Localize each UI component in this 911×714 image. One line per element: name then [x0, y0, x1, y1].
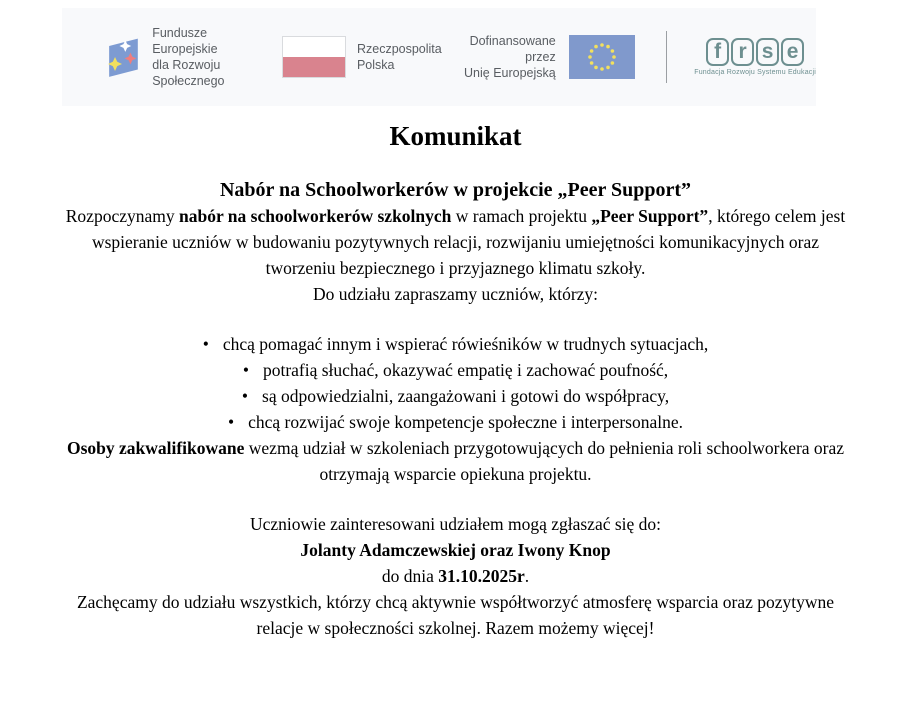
fe-label-line2: dla Rozwoju Społecznego — [152, 58, 225, 88]
frse-letter-r: r — [731, 38, 754, 66]
fe-label-line1: Fundusze Europejskie — [152, 26, 218, 56]
eu-funding-logo-band — [62, 8, 816, 106]
eu-cofunding-label — [454, 33, 556, 81]
invitation-line: Do udziału zapraszamy uczniów, którzy: — [312, 284, 599, 304]
list-item-text: chcą rozwijać swoje kompetencje społeczne i interpersonalne. — [248, 412, 684, 432]
fundusze-europejskie-label — [152, 25, 258, 89]
eu-cofunding-logo — [454, 33, 635, 81]
rzeczpospolita-polska-label — [357, 41, 442, 73]
frse-letter-s: s — [756, 38, 779, 66]
list-item — [56, 331, 856, 357]
frse-letterboxes — [694, 38, 816, 66]
list-item-text: potrafią słuchać, okazywać empatię i zachować poufność, — [262, 360, 669, 380]
bullet-dot-icon: • — [202, 334, 209, 354]
list-item — [56, 357, 856, 383]
frse-letter-f: f — [706, 38, 729, 66]
list-item — [56, 383, 856, 409]
list-item-text: są odpowiedzialni, zaangażowani i gotowi do współpracy, — [262, 386, 670, 406]
closing-paragraph: Zachęcamy do udziału wszystkich, którzy chcą aktywnie współtworzyć atmosferę wsparcia oraz pozytywne relacje w społeczności szkolnej. Razem możemy więcej! — [76, 592, 835, 638]
intro-paragraph: Rozpoczynamy nabór na schoolworkerów szkolnych w ramach projektu „Peer Support”, którego celem jest wspieranie uczniów w budowaniu pozytywnych relacji, rozwijaniu umiejętności komunikacyjnych oraz tworzeniu bezpiecznego i przyjaznego klimatu szkoły. — [65, 206, 846, 278]
deadline-line: do dnia 31.10.2025r. — [381, 566, 530, 586]
frse-caption: Fundacja Rozwoju Systemu Edukacji — [694, 69, 816, 76]
eu-label-line2: Unię Europejską — [464, 66, 556, 80]
announcement-subtitle: Nabór na Schoolworkerów w projekcie „Peer Support” — [219, 179, 692, 201]
announcement-document — [56, 121, 856, 641]
rzeczpospolita-polska-logo — [282, 36, 442, 78]
logo-band-divider — [666, 31, 668, 83]
contact-names-line: Jolanty Adamczewskiej oraz Iwony Knop — [300, 540, 611, 560]
contact-intro-line: Uczniowie zainteresowani udziałem mogą zgłaszać się do: — [249, 514, 662, 534]
list-item-text: chcą pomagać innym i wspierać rówieśników w trudnych sytuacjach, — [222, 334, 709, 354]
bullet-dot-icon: • — [242, 360, 249, 380]
list-item — [56, 409, 856, 435]
criteria-bullet-list — [56, 331, 856, 435]
bullet-dot-icon: • — [227, 412, 235, 432]
fundusze-europejskie-logo — [104, 25, 258, 89]
qualification-paragraph: Osoby zakwalifikowane wezmą udział w szkoleniach przygotowujących do pełnienia roli schoolworkera oraz otrzymają wsparcie opiekuna projektu. — [66, 438, 845, 484]
pl-label-line1: Rzeczpospolita — [356, 42, 442, 56]
bullet-dot-icon: • — [241, 386, 249, 406]
eu-label-line1: Dofinansowane przez — [469, 34, 556, 64]
page-title: Komunikat — [389, 121, 522, 151]
poland-flag-icon — [282, 36, 346, 78]
frse-logo — [694, 38, 816, 76]
poland-flag-red-stripe — [283, 57, 345, 77]
contact-block — [56, 511, 856, 589]
fundusze-europejskie-flag-icon — [104, 28, 142, 86]
eu-flag-icon — [569, 35, 635, 79]
pl-label-line2: Polska — [356, 58, 395, 72]
frse-letter-e: e — [781, 38, 804, 66]
